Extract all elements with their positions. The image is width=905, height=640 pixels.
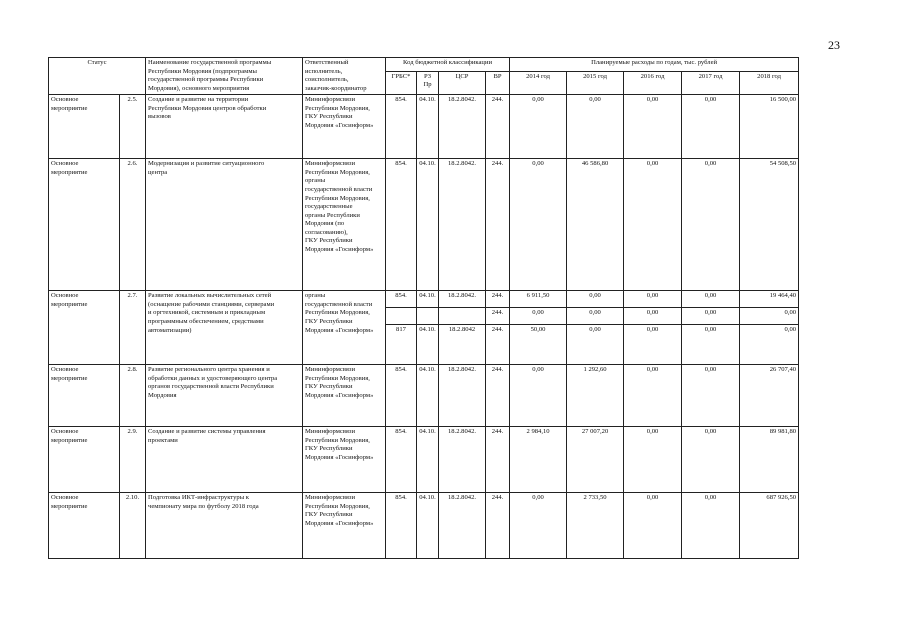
row-name: Подготовка ИКТ-инфраструктуры к чемпионату мира по футболу 2018 года xyxy=(146,493,303,559)
table-row xyxy=(49,427,799,493)
header-budget-code: Код бюджетной классификации xyxy=(386,58,510,72)
row-2016: 0,00 xyxy=(624,365,682,427)
row-responsible: Мининформсвязи Республики Мордовия, ГКУ Республики Мордовия «Госинформ» xyxy=(303,427,386,493)
row-2014: 6 911,50 xyxy=(510,291,567,308)
row-2017: 0,00 xyxy=(682,365,740,427)
row-status: Основное мероприятие xyxy=(49,159,120,291)
row-name: Развитие регионального центра хранения и обработки данных и удостоверяющего центра органов государственной власти Республики Мордовия xyxy=(146,365,303,427)
row-2018: 687 926,50 xyxy=(740,493,799,559)
header-status: Статус xyxy=(49,58,146,95)
row-csr: 18.2.8042. xyxy=(439,427,486,493)
row-2015: 0,00 xyxy=(567,325,624,365)
row-rz: 04.10. xyxy=(417,159,439,291)
row-vr: 244. xyxy=(486,365,510,427)
row-number: 2.7. xyxy=(120,291,146,365)
header-program-name: Наименование государственной программы Республики Мордовия (подпрограммы государственной программы Республики Мордовия), основного мероприятия xyxy=(146,58,303,95)
row-status: Основное мероприятие xyxy=(49,427,120,493)
row-2018: 54 508,50 xyxy=(740,159,799,291)
row-number: 2.6. xyxy=(120,159,146,291)
row-grbs: 854. xyxy=(386,159,417,291)
row-responsible: органы государственной власти Республики Мордовия, ГКУ Республики Мордовия «Госинформ» xyxy=(303,291,386,365)
row-2018: 19 464,40 xyxy=(740,291,799,308)
header-2017: 2017 год xyxy=(682,71,740,95)
row-2016: 0,00 xyxy=(624,427,682,493)
row-name: Создание и развитие системы управления проектами xyxy=(146,427,303,493)
row-2017: 0,00 xyxy=(682,291,740,308)
row-2014: 0,00 xyxy=(510,308,567,325)
table-row xyxy=(49,291,799,308)
header-2014: 2014 год xyxy=(510,71,567,95)
row-2016: 0,00 xyxy=(624,493,682,559)
header-2015: 2015 год xyxy=(567,71,624,95)
row-2018: 89 981,80 xyxy=(740,427,799,493)
row-2016: 0,00 xyxy=(624,159,682,291)
header-row-top xyxy=(49,58,799,72)
header-csr: ЦСР xyxy=(439,71,486,95)
row-status: Основное мероприятие xyxy=(49,365,120,427)
row-2015: 0,00 xyxy=(567,291,624,308)
row-grbs: 817 xyxy=(386,325,417,365)
row-grbs: 854. xyxy=(386,427,417,493)
row-number: 2.5. xyxy=(120,95,146,159)
row-2017: 0,00 xyxy=(682,325,740,365)
row-responsible: Мининформсвязи Республики Мордовия, ГКУ Республики Мордовия «Госинформ» xyxy=(303,365,386,427)
row-name: Создание и развитие на территории Республики Мордовия центров обработки вызовов xyxy=(146,95,303,159)
row-status: Основное мероприятие xyxy=(49,493,120,559)
header-rz: РЗ Пр xyxy=(417,71,439,95)
row-2018: 26 707,40 xyxy=(740,365,799,427)
header-vr: ВР xyxy=(486,71,510,95)
row-responsible: Мининформсвязи Республики Мордовия, ГКУ Республики Мордовия «Госинформ» xyxy=(303,95,386,159)
row-vr: 244. xyxy=(486,308,510,325)
header-responsible: Ответственный исполнитель, соисполнитель, заказчик-координатор xyxy=(303,58,386,95)
row-2014: 0,00 xyxy=(510,493,567,559)
row-2015: 1 292,60 xyxy=(567,365,624,427)
row-2017: 0,00 xyxy=(682,308,740,325)
row-csr: 18.2.8042. xyxy=(439,493,486,559)
row-2017: 0,00 xyxy=(682,159,740,291)
row-responsible: Мининформсвязи Республики Мордовия, ГКУ Республики Мордовия «Госинформ» xyxy=(303,493,386,559)
row-vr: 244. xyxy=(486,291,510,308)
row-rz: 04.10. xyxy=(417,427,439,493)
header-grbs: ГРБС* xyxy=(386,71,417,95)
row-2015: 2 733,50 xyxy=(567,493,624,559)
row-csr: 18.2.8042 xyxy=(439,325,486,365)
row-rz: 04.10. xyxy=(417,365,439,427)
table-row xyxy=(49,159,799,291)
row-2014: 0,00 xyxy=(510,95,567,159)
row-number: 2.10. xyxy=(120,493,146,559)
row-responsible: Мининформсвязи Республики Мордовия, органы государственной власти Республики Мордовия, государственные органы Республики Мордовия (по согласованию), ГКУ Республики Мордовия «Госинформ» xyxy=(303,159,386,291)
header-2018: 2018 год xyxy=(740,71,799,95)
row-status: Основное мероприятие xyxy=(49,291,120,365)
header-2016: 2016 год xyxy=(624,71,682,95)
page-number: 23 xyxy=(828,38,840,52)
row-rz: 04.10. xyxy=(417,325,439,365)
row-2016: 0,00 xyxy=(624,291,682,308)
table-row xyxy=(49,95,799,159)
table-row xyxy=(49,365,799,427)
row-name: Модернизация и развитие ситуационного центра xyxy=(146,159,303,291)
row-grbs: 854. xyxy=(386,291,417,308)
row-rz: 04.10. xyxy=(417,493,439,559)
row-vr: 244. xyxy=(486,95,510,159)
row-2014: 2 984,10 xyxy=(510,427,567,493)
row-2016: 0,00 xyxy=(624,325,682,365)
row-2015: 0,00 xyxy=(567,95,624,159)
row-2018: 0,00 xyxy=(740,308,799,325)
header-expenses: Планируемые расходы по годам, тыс. рублей xyxy=(510,58,799,72)
row-2016: 0,00 xyxy=(624,308,682,325)
row-vr: 244. xyxy=(486,493,510,559)
row-2017: 0,00 xyxy=(682,95,740,159)
row-grbs: 854. xyxy=(386,365,417,427)
row-2015: 46 586,80 xyxy=(567,159,624,291)
row-csr xyxy=(439,308,486,325)
budget-table xyxy=(48,57,799,559)
row-2014: 0,00 xyxy=(510,365,567,427)
row-grbs xyxy=(386,308,417,325)
row-name: Развитие локальных вычислительных сетей (оснащение рабочими станциями, серверами и оргтехникой, системным и прикладным программным обеспечением, средствами автоматизации) xyxy=(146,291,303,365)
row-2017: 0,00 xyxy=(682,493,740,559)
row-2015: 0,00 xyxy=(567,308,624,325)
row-vr: 244. xyxy=(486,159,510,291)
row-number: 2.8. xyxy=(120,365,146,427)
row-csr: 18.2.8042. xyxy=(439,159,486,291)
row-2018: 0,00 xyxy=(740,325,799,365)
row-2018: 16 500,00 xyxy=(740,95,799,159)
row-2014: 0,00 xyxy=(510,159,567,291)
table-row xyxy=(49,493,799,559)
row-2014: 50,00 xyxy=(510,325,567,365)
row-2015: 27 007,20 xyxy=(567,427,624,493)
row-vr: 244. xyxy=(486,427,510,493)
row-vr: 244. xyxy=(486,325,510,365)
row-rz: 04.10. xyxy=(417,95,439,159)
row-rz: 04.10. xyxy=(417,291,439,308)
row-csr: 18.2.8042. xyxy=(439,291,486,308)
row-2016: 0,00 xyxy=(624,95,682,159)
row-csr: 18.2.8042. xyxy=(439,365,486,427)
row-2017: 0,00 xyxy=(682,427,740,493)
row-rz xyxy=(417,308,439,325)
row-grbs: 854. xyxy=(386,95,417,159)
row-grbs: 854. xyxy=(386,493,417,559)
row-status: Основное мероприятие xyxy=(49,95,120,159)
row-number: 2.9. xyxy=(120,427,146,493)
row-csr: 18.2.8042. xyxy=(439,95,486,159)
